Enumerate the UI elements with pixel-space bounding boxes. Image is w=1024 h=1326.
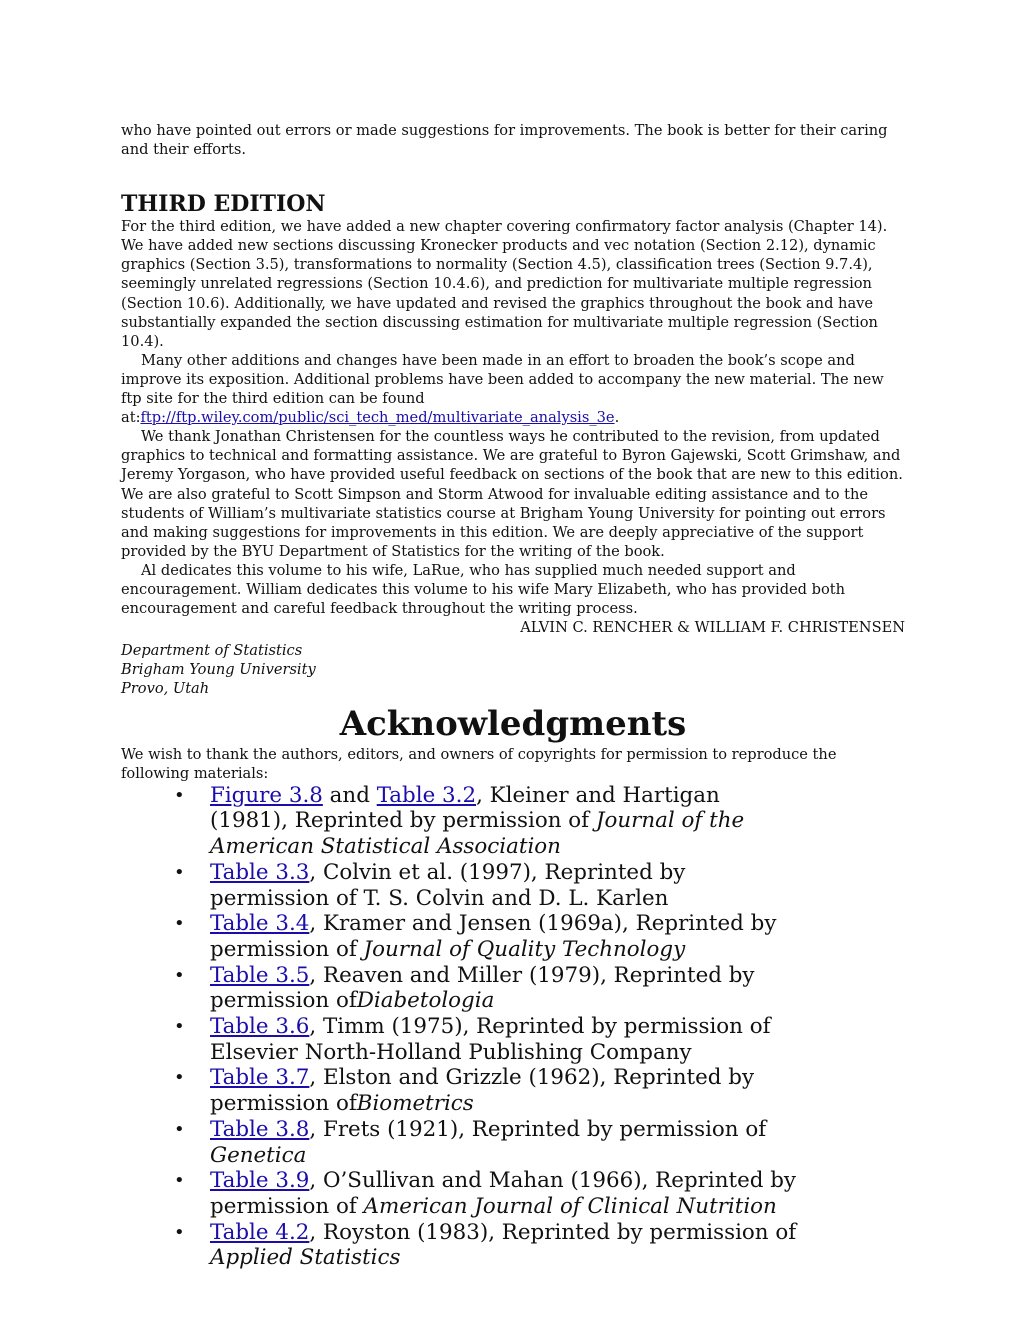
list-item-text: and [322,782,377,808]
list-item-text: , Kramer and Jensen (1969a), Reprinted by permission of [210,911,777,962]
acknowledgments-intro-block [121,745,905,783]
acknowledgments-list [121,783,905,1271]
table-3-8-link[interactable]: Table 3.8 [210,1116,310,1142]
paragraph-1: For the third edition, we have added a new chapter covering confirmatory factor analysis (Chapter 14). We have added new sections discussing Kronecker products and vec notation (Section 2.12), dynamic graphics (Section 3.5), transformations to normality (Section 4.5), classification trees (Section 9.7.4), seemingly unrelated regressions (Section 10.4.6), and prediction for multivariate multiple regression (Section 10.6). Additionally, we have updated and revised the graphics throughout the book and have substantially expanded the section discussing estimation for multivariate multiple regression (Section 10.4). [121,218,888,350]
list-item-source: Journal of Quality Technology [363,936,686,962]
table-4-2-link[interactable]: Table 4.2 [210,1219,310,1245]
table-3-5-link[interactable]: Table 3.5 [210,962,310,988]
list-item-source: Applied Statistics [210,1245,401,1271]
bullet-icon: • [174,1170,185,1192]
bullet-icon: • [174,861,185,883]
third-edition-body [121,217,905,698]
paragraph-2 [121,351,905,427]
list-item-text: , Royston (1983), Reprinted by permission of [309,1219,797,1245]
affiliation-line: Brigham Young University [121,661,316,679]
acknowledgments-intro: We wish to thank the authors, editors, and owners of copyrights for permission to reproduce the following materials: [121,745,837,782]
table-3-4-link[interactable]: Table 3.4 [210,911,310,937]
list-item [121,1117,800,1168]
document-page [121,121,905,1271]
bullet-icon: • [174,1016,185,1038]
bullet-icon: • [174,784,185,806]
ftp-link[interactable]: ftp://ftp.wiley.com/public/sci_tech_med/multivariate_analysis_3e [140,409,615,427]
list-item [121,1168,800,1219]
list-item [121,1065,800,1116]
list-item [121,1014,800,1065]
list-item-text: , Timm (1975), Reprinted by permission of Elsevier North-Holland Publishing Company [210,1014,771,1065]
paragraph-4: Al dedicates this volume to his wife, LaRue, who has supplied much needed support and encouragement. William dedicates this volume to his wife Mary Elizabeth, who has provided both encouragement and careful feedback throughout the writing process. [121,561,846,618]
list-item-source: Biometrics [356,1091,474,1117]
paragraph-3: We thank Jonathan Christensen for the countless ways he contributed to the revision, from updated graphics to technical and formatting assistance. We are grateful to Byron Gajewski, Scott Grimshaw, and Jeremy Yorgason, who have provided useful feedback on sections of the book that are new to this edition. We are also grateful to Scott Simpson and Storm Atwood for invaluable editing assistance and to the students of William’s multivariate statistics course at Brigham Young University for pointing out errors and making suggestions for improvements in this edition. We are deeply appreciative of the support provided by the BYU Department of Statistics for the writing of the book. [121,428,903,560]
list-item-source: Genetica [210,1142,307,1168]
list-item [121,860,800,911]
affiliation-block [121,641,905,698]
list-item-text: , Elston and Grizzle (1962), Reprinted by permission of [210,1065,755,1117]
list-item [121,911,800,962]
intro-fragment: who have pointed out errors or made suggestions for improvements. The book is better for their caring and their efforts. [121,122,888,159]
table-3-6-link[interactable]: Table 3.6 [210,1014,310,1040]
list-item-source: Diabetologia [356,988,495,1014]
body-text [121,121,905,159]
affiliation-line: Department of Statistics [121,642,303,660]
author-signature: ALVIN C. RENCHER & WILLIAM F. CHRISTENSEN [520,619,905,637]
paragraph-2-end: . [614,409,620,427]
bullet-icon: • [174,1118,185,1140]
bullet-icon: • [174,913,185,935]
table-3-9-link[interactable]: Table 3.9 [210,1168,310,1194]
paragraph-2-text: Many other additions and changes have been made in an effort to broaden the book’s scope and improve its exposition. Additional problems have been added to accompany the new material. The new ftp site for the third edition can be found at: [121,351,884,427]
list-item-source: Journal of the American Statistical Association [210,808,745,860]
list-item [121,783,800,860]
list-item-text: , O’Sullivan and Mahan (1966), Reprinted by permission of [210,1168,797,1219]
section-heading-third-edition: THIRD EDITION [121,191,326,218]
list-item-text: , Reaven and Miller (1979), Reprinted by permission of [210,962,755,1014]
affiliation-line: Provo, Utah [121,680,210,698]
table-3-3-link[interactable]: Table 3.3 [210,859,310,885]
figure-3-8-link[interactable]: Figure 3.8 [210,782,323,808]
bullet-icon: • [174,1067,185,1089]
list-item [121,1220,800,1271]
list-item-text: , Frets (1921), Reprinted by permission of [309,1116,767,1142]
table-3-7-link[interactable]: Table 3.7 [210,1065,310,1091]
table-3-2-link[interactable]: Table 3.2 [376,782,477,808]
list-item-text: , Colvin et al. (1997), Reprinted by permission of T. S. Colvin and D. L. Karlen [210,859,686,911]
bullet-icon: • [174,964,185,986]
bullet-icon: • [174,1221,185,1243]
list-item [121,963,800,1014]
acknowledgments-title: Acknowledgments [339,703,687,744]
list-item-source: American Journal of Clinical Nutrition [363,1193,777,1219]
list-item-text: , Kleiner and Hartigan (1981), Reprinted by permission of [210,782,720,834]
